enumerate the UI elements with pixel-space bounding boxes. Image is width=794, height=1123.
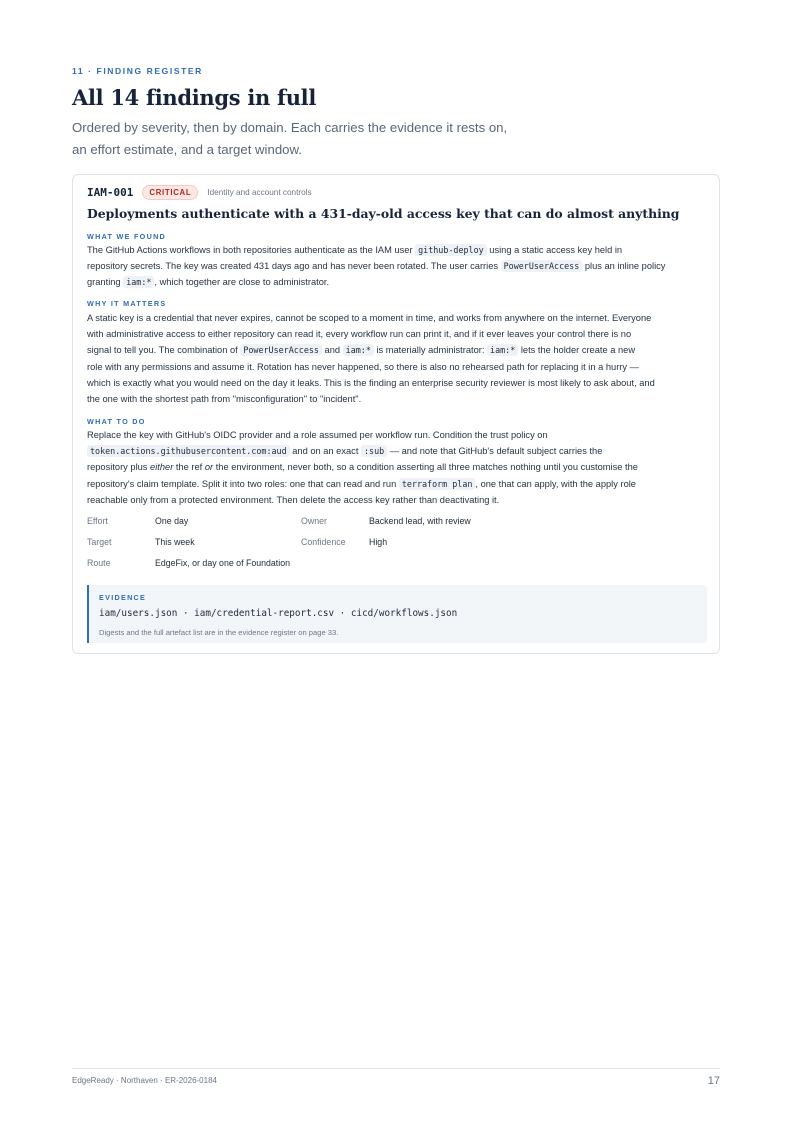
- inline-code: iam:*: [123, 276, 154, 288]
- severity-badge: CRITICAL: [142, 185, 198, 200]
- what-we-found-label: WHAT WE FOUND: [87, 232, 167, 241]
- route-label: Route: [87, 558, 111, 568]
- paragraph-line: The GitHub Actions workflows in both repositories authenticate as the IAM user github-deploy using a static access key held in: [87, 245, 623, 255]
- inline-code: iam:*: [343, 344, 374, 356]
- evidence-box: [87, 585, 707, 643]
- paragraph-line: repository plus either the ref or the environment, never both, so a condition asserting all three matches nothing until you customise the: [87, 462, 638, 473]
- inline-code: terraform plan: [399, 478, 476, 490]
- target-label: Target: [87, 537, 112, 547]
- section-eyebrow: 11 · FINDING REGISTER: [72, 66, 203, 76]
- inline-code: token.actions.githubusercontent.com:aud: [87, 445, 290, 457]
- finding-card: [72, 174, 720, 654]
- inline-code: :sub: [361, 445, 387, 457]
- effort-value: One day: [155, 516, 189, 526]
- paragraph-line: the one with the shortest path from "misconfiguration" to "incident".: [87, 394, 362, 405]
- paragraph-line: signal to tell you. The combination of PowerUserAccess and iam:* is materially administrator: iam:* lets the holder create a new: [87, 345, 636, 356]
- confidence-label: Confidence: [301, 537, 346, 547]
- what-to-do-text: [87, 427, 711, 508]
- paragraph-line: role with any permissions and assume it. Rotation has never happened, so there is also no rehearsed path for replacing it in a hurry —: [87, 361, 639, 372]
- paragraph-line: with administrative access to either repository can read it, every workflow run can print it, and if it ever leaves your control there is no: [87, 329, 632, 340]
- owner-value: Backend lead, with review: [369, 516, 471, 526]
- inline-code: github-deploy: [415, 244, 487, 256]
- target-value: This week: [155, 537, 195, 547]
- route-value: EdgeFix, or day one of Foundation: [155, 558, 290, 568]
- why-it-matters-text: [87, 310, 711, 407]
- paragraph-line: granting iam:* , which together are close to administrator.: [87, 277, 330, 288]
- page-lede: [72, 117, 542, 161]
- paragraph-line: A static key is a credential that never expires, cannot be scoped to a moment in time, and works from anywhere on the internet. Everyone: [87, 313, 652, 323]
- paragraph-line: reachable only from a protected environment. Then delete the access key rather than deactivating it.: [87, 494, 500, 505]
- lede-line: an effort estimate, and a target window.: [72, 142, 302, 157]
- paragraph-line: repository secrets. The key was created 431 days ago and has never been rotated. The user carries PowerUserAccess plus an inline policy: [87, 261, 666, 272]
- evidence-label: EVIDENCE: [99, 593, 147, 602]
- finding-header: [87, 185, 312, 200]
- owner-label: Owner: [301, 516, 327, 526]
- inline-code: PowerUserAccess: [501, 260, 583, 272]
- lede-line: Ordered by severity, then by domain. Each carries the evidence it rests on,: [72, 120, 508, 135]
- finding-domain: Identity and account controls: [207, 188, 312, 197]
- footer-doc-id: EdgeReady · Northaven · ER-2026-0184: [72, 1076, 217, 1085]
- finding-meta: [87, 515, 569, 569]
- paragraph-line: Replace the key with GitHub's OIDC provider and a role assumed per workflow run. Condition the trust policy on: [87, 430, 548, 440]
- what-we-found-text: [87, 242, 711, 291]
- paragraph-line: repository's claim template. Split it into two roles: one that can read and run terraform plan , one that can apply, with the apply role: [87, 478, 636, 489]
- page-title: All 14 findings in full: [72, 85, 317, 110]
- confidence-value: High: [369, 537, 388, 547]
- inline-code: PowerUserAccess: [240, 344, 322, 356]
- page-number: 17: [707, 1075, 720, 1087]
- emphasis: or: [204, 462, 214, 473]
- paragraph-line: which is exactly what you would need on the day it leaks. This is the finding an enterprise security reviewer is most likely to ask about, and: [87, 377, 655, 388]
- paragraph-line: token.actions.githubusercontent.com:aud and on an exact :sub — and note that GitHub's default subject carries the: [87, 443, 711, 459]
- what-to-do-label: WHAT TO DO: [87, 417, 146, 426]
- evidence-files: iam/users.json · iam/credential-report.csv · cicd/workflows.json: [99, 608, 458, 619]
- evidence-note: Digests and the full artefact list are in the evidence register on page 33.: [99, 628, 339, 637]
- finding-title: Deployments authenticate with a 431-day-old access key that can do almost anything: [87, 206, 680, 221]
- inline-code: iam:*: [487, 344, 518, 356]
- effort-label: Effort: [87, 516, 108, 526]
- why-it-matters-label: WHY IT MATTERS: [87, 299, 167, 308]
- finding-id: IAM-001: [87, 186, 134, 199]
- footer-rule: [72, 1068, 720, 1069]
- emphasis: either: [150, 462, 174, 473]
